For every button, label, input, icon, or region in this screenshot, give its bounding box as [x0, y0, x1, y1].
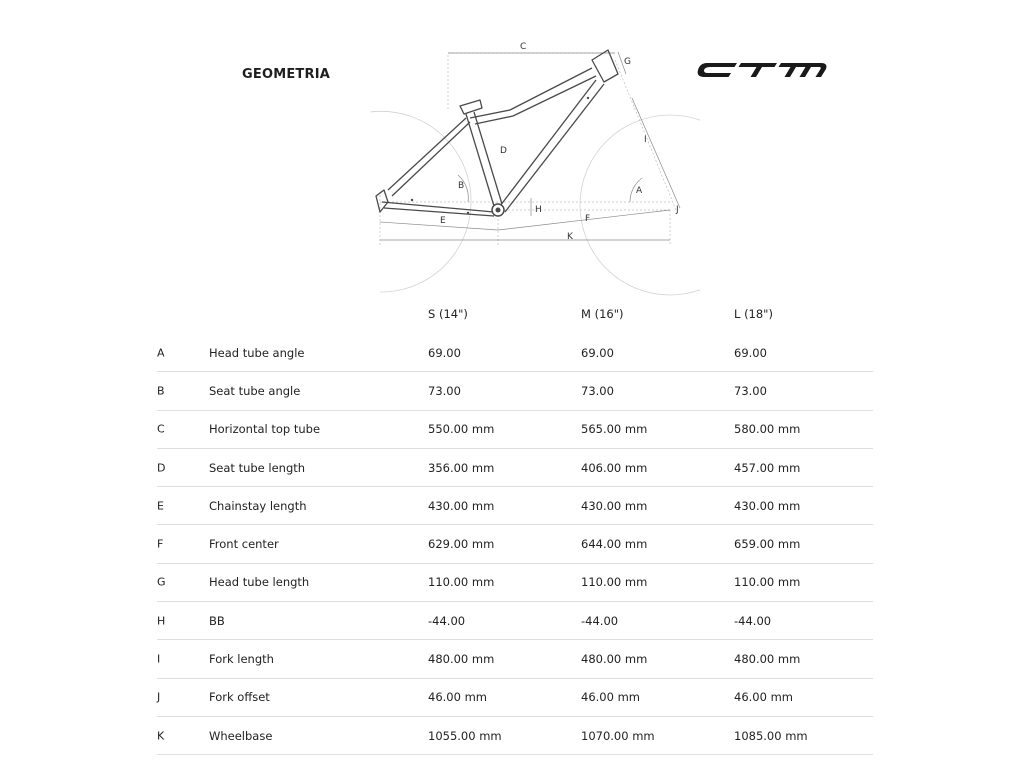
row-name: Wheelbase [209, 728, 273, 743]
row-name: Horizontal top tube [209, 422, 321, 437]
row-value-l: -44.00 [734, 613, 772, 628]
table-row [157, 717, 873, 755]
front-wheel-outline [580, 115, 700, 295]
table-row [157, 487, 873, 525]
row-value-s: 629.00 mm [428, 537, 495, 552]
row-value-m: 644.00 mm [581, 537, 648, 552]
row-letter: D [157, 461, 166, 475]
row-letter: G [157, 575, 166, 589]
row-name: Front center [209, 537, 279, 552]
row-value-s: 1055.00 mm [428, 728, 502, 743]
table-header [157, 294, 873, 334]
table-row [157, 334, 873, 372]
brand-logo [697, 60, 829, 84]
row-letter: F [157, 537, 164, 551]
diagram-label-d: D [500, 146, 507, 156]
table-row [157, 679, 873, 717]
row-value-m: 406.00 mm [581, 460, 648, 475]
row-letter: E [157, 499, 164, 513]
row-letter: C [157, 422, 165, 436]
row-value-s: 69.00 [428, 345, 461, 360]
row-name: Fork offset [209, 690, 270, 705]
diagram-label-k: K [567, 232, 573, 242]
row-value-l: 73.00 [734, 383, 767, 398]
row-value-l: 480.00 mm [734, 652, 801, 667]
geometry-diagram [360, 30, 700, 304]
row-value-m: 565.00 mm [581, 422, 648, 437]
row-name: BB [209, 613, 225, 628]
ctm-logo-icon [697, 60, 829, 80]
row-value-s: 46.00 mm [428, 690, 487, 705]
table-row [157, 564, 873, 602]
diagram-label-a: A [636, 186, 643, 196]
row-letter: H [157, 614, 166, 628]
table-row [157, 449, 873, 487]
row-value-s: 356.00 mm [428, 460, 495, 475]
table-row [157, 411, 873, 449]
table-row [157, 525, 873, 563]
row-value-l: 580.00 mm [734, 422, 801, 437]
diagram-label-g: G [624, 57, 631, 67]
diagram-label-e: E [440, 216, 446, 226]
header-size-l: L (18") [734, 307, 773, 321]
row-value-m: 69.00 [581, 345, 614, 360]
diagram-label-i: I [644, 135, 647, 145]
row-value-s: 550.00 mm [428, 422, 495, 437]
diagram-label-j: J [676, 205, 679, 215]
row-name: Head tube length [209, 575, 310, 590]
row-value-l: 457.00 mm [734, 460, 801, 475]
row-value-m: 480.00 mm [581, 652, 648, 667]
row-value-s: -44.00 [428, 613, 466, 628]
row-letter: A [157, 346, 165, 360]
row-value-l: 430.00 mm [734, 498, 801, 513]
row-name: Chainstay length [209, 498, 307, 513]
row-value-m: 110.00 mm [581, 575, 648, 590]
table-row [157, 640, 873, 678]
row-value-l: 69.00 [734, 345, 767, 360]
header-size-m: M (16") [581, 307, 624, 321]
row-value-l: 659.00 mm [734, 537, 801, 552]
row-letter: J [157, 690, 161, 704]
row-value-s: 110.00 mm [428, 575, 495, 590]
table-row [157, 602, 873, 640]
row-name: Fork length [209, 652, 274, 667]
row-value-m: 1070.00 mm [581, 728, 655, 743]
row-letter: K [157, 729, 165, 743]
row-value-m: 73.00 [581, 383, 614, 398]
row-name: Seat tube angle [209, 383, 301, 398]
row-name: Seat tube length [209, 460, 306, 475]
row-value-s: 480.00 mm [428, 652, 495, 667]
table-body [157, 334, 873, 755]
row-value-l: 46.00 mm [734, 690, 793, 705]
page-title: GEOMETRIA [242, 67, 330, 82]
row-value-m: 46.00 mm [581, 690, 640, 705]
diagram-label-b: B [458, 181, 465, 191]
diagram-label-f: F [585, 214, 591, 224]
row-letter: B [157, 384, 165, 398]
row-value-m: 430.00 mm [581, 498, 648, 513]
geometry-table [157, 294, 873, 755]
row-value-m: -44.00 [581, 613, 619, 628]
diagram-label-c: C [520, 42, 527, 52]
row-name: Head tube angle [209, 345, 305, 360]
diagram-label-h: H [535, 205, 542, 215]
row-letter: I [157, 652, 161, 666]
bike-frame-illustration [360, 30, 700, 300]
table-row [157, 372, 873, 410]
row-value-l: 1085.00 mm [734, 728, 808, 743]
row-value-s: 73.00 [428, 383, 461, 398]
header-size-s: S (14") [428, 307, 468, 321]
row-value-s: 430.00 mm [428, 498, 495, 513]
row-value-l: 110.00 mm [734, 575, 801, 590]
